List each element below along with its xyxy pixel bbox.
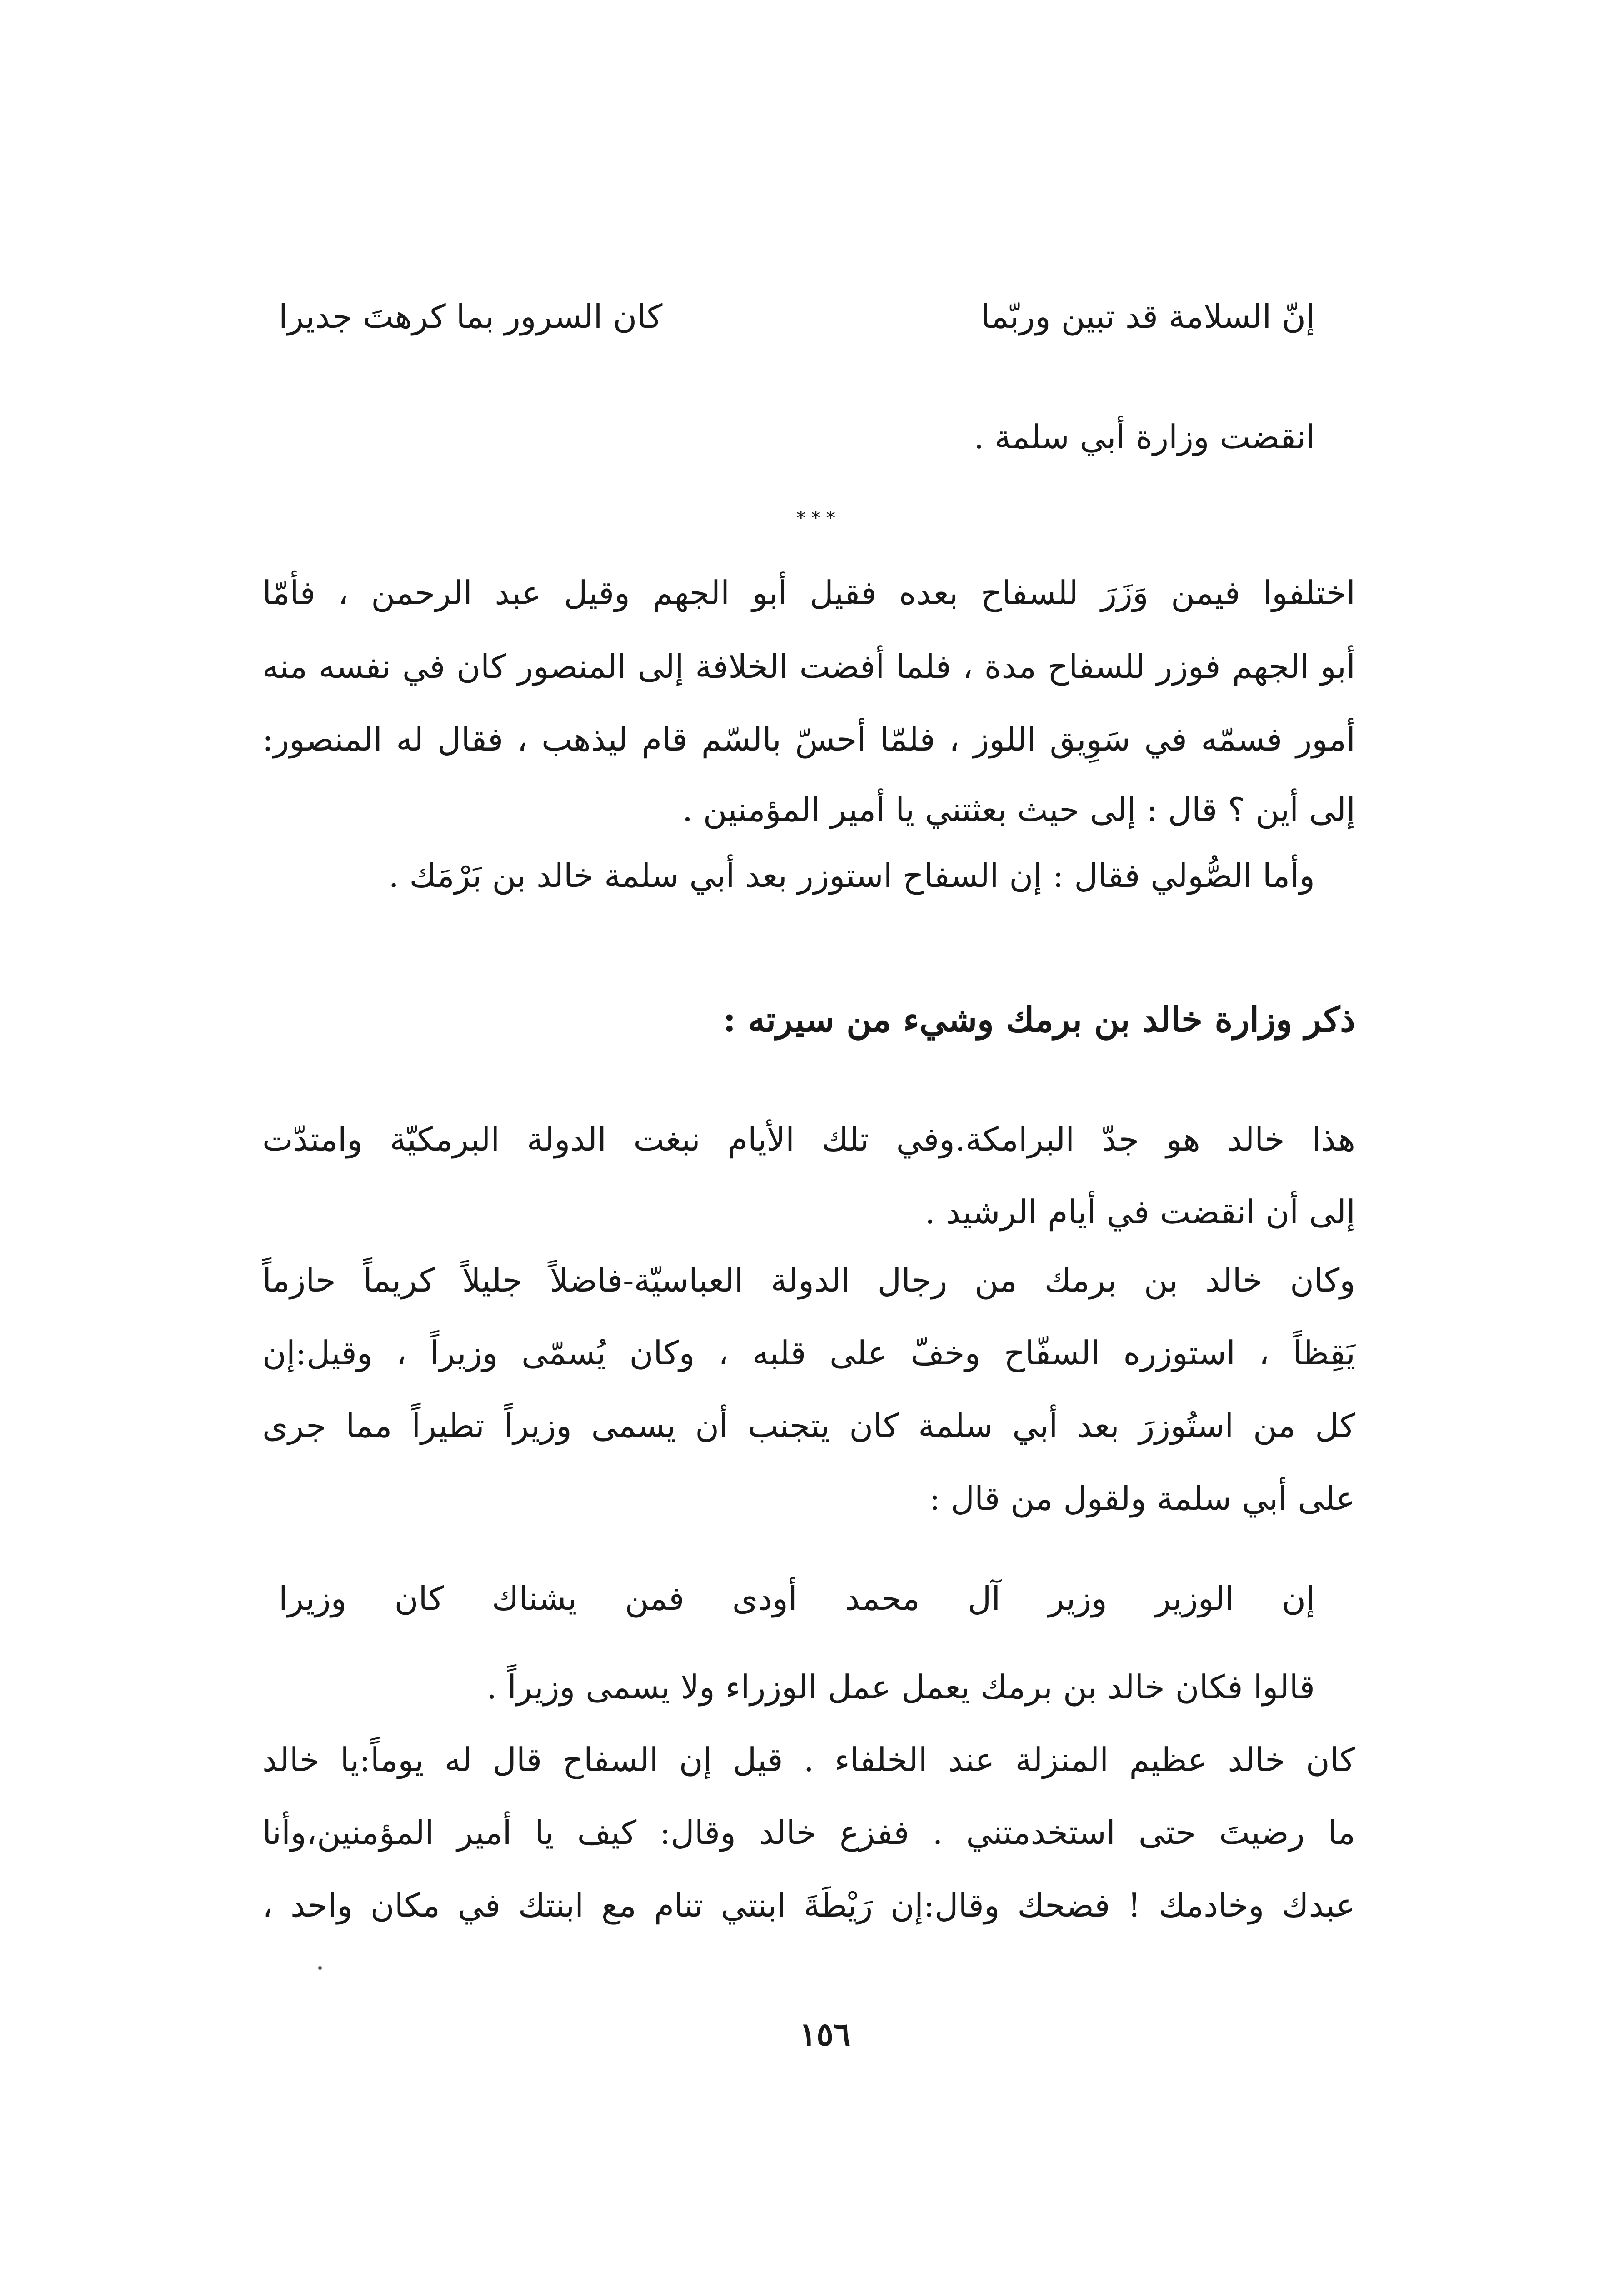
paragraph6-line-3: عبدك وخادمك ! فضحك وقال:إن رَيْطَةَ ابنتي تنام مع ابنتك في مكان واحد ، <box>262 1886 1355 1924</box>
paragraph3-line-1: هذا خالد هو جدّ البرامكة.وفي تلك الأيام نبغت الدولة البرمكيّة وامتدّت <box>262 1120 1356 1158</box>
verse2-word: وزيرا <box>279 1579 347 1617</box>
verse1-conclusion-line: انقضت وزارة أبي سلمة . <box>974 418 1315 456</box>
verse2-word: محمد <box>845 1579 920 1617</box>
verse2-word: كان <box>394 1579 444 1617</box>
verse2-word: آل <box>967 1579 1001 1617</box>
scan-speck <box>318 1966 322 1970</box>
paragraph4-line-1: وكان خالد بن برمك من رجال الدولة العباسيّة-فاضلاً جليلاً كريماً حازماً <box>262 1261 1355 1299</box>
verse2-word: الوزير <box>1155 1579 1234 1617</box>
verse1-left-hemistich: كان السرور بما كرهتَ جديرا <box>279 297 663 335</box>
paragraph1-line-2: أبو الجهم فوزر للسفاح مدة ، فلما أفضت الخلافة إلى المنصور كان في نفسه منه <box>262 647 1355 686</box>
paragraph6-line-2: ما رضيتَ حتى استخدمتني . ففزع خالد وقال: كيف يا أمير المؤمنين،وأنا <box>262 1813 1355 1852</box>
verse2-word: يشناك <box>492 1579 577 1617</box>
paragraph1-line-1: اختلفوا فيمن وَزَرَ للسفاح بعده فقيل أبو الجهم وقيل عبد الرحمن ، فأمّا <box>262 574 1355 612</box>
page-number: ١٥٦ <box>799 2015 851 2053</box>
paragraph6-line-1: كان خالد عظيم المنزلة عند الخلفاء . قيل إن السفاح قال له يوماً:يا خالد <box>262 1741 1355 1779</box>
paragraph1-line-3: أمور فسمّه في سَوِيق اللوز ، فلمّا أحسّ بالسّم قام ليذهب ، فقال له المنصور: <box>262 720 1355 758</box>
paragraph4-line-4: على أبي سلمة ولقول من قال : <box>929 1479 1355 1517</box>
paragraph5-line-1: قالوا فكان خالد بن برمك يعمل عمل الوزراء ولا يسمى وزيراً . <box>486 1668 1315 1706</box>
paragraph4-line-2: يَقِظاً ، استوزره السفّاح وخفّ على قلبه ، وكان يُسمّى وزيراً ، وقيل:إن <box>262 1334 1355 1372</box>
section-heading: ذكر وزارة خالد بن برمك وشيء من سيرته : <box>723 999 1355 1040</box>
verse2-word: وزير <box>1048 1579 1107 1617</box>
verse2-word: أودى <box>732 1579 797 1617</box>
paragraph1-line-4: إلى أين ؟ قال : إلى حيث بعثتني يا أمير المؤمنين . <box>682 791 1355 829</box>
verse2-word: فمن <box>625 1579 685 1617</box>
paragraph4-line-3: كل من استُوزرَ بعد أبي سلمة كان يتجنب أن يسمى وزيراً تطيراً مما جرى <box>262 1407 1355 1445</box>
verse-line-1 <box>279 297 1315 335</box>
paragraph3-line-2: إلى أن انقضت في أيام الرشيد . <box>924 1193 1355 1231</box>
verse-line-2 <box>279 1579 1315 1617</box>
verse1-right-hemistich: إنّ السلامة قد تبين وربّما <box>981 297 1315 335</box>
paragraph2-line-1: وأما الصُّولي فقال : إن السفاح استوزر بعد أبي سلمة خالد بن بَرْمَك . <box>388 856 1315 895</box>
verse2-word: إن <box>1282 1579 1315 1617</box>
section-separator: * * * <box>796 508 835 529</box>
